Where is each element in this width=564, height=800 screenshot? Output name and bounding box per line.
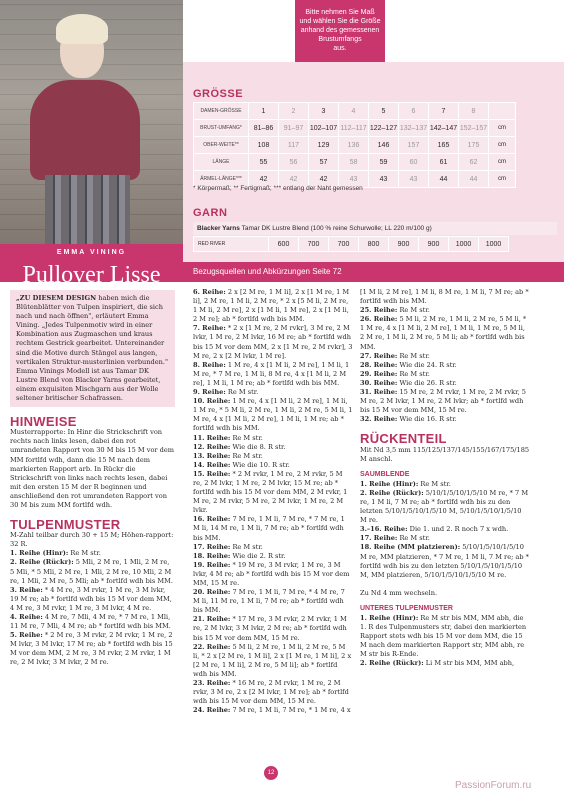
- size-cell: 55: [249, 154, 279, 171]
- row-text: Die 1. und 2. R noch 7 x wdh.: [407, 525, 509, 534]
- size-unit: cm: [489, 171, 516, 188]
- row-label: 32. Reihe:: [360, 415, 398, 424]
- row-text: Re M str.: [68, 549, 101, 558]
- rueckenteil-heading: RÜCKENTEIL: [360, 431, 447, 447]
- row-text: 1 M re, 4 x [1 M li, 2 M re], 1 M li, 1 M re, * 5 M li, 2 M re, 1 M li, 2 M re, 5 M li, 1 M re, 4 x [1 M li, 2 M re], 1 M li, 1 M re; ab * fortlfd wdh bis MM.: [193, 397, 353, 433]
- size-unit: cm: [489, 154, 516, 171]
- saumblende-heading: SAUMBLENDE: [360, 470, 410, 478]
- pattern-row: [193, 397, 353, 433]
- size-row: [194, 120, 516, 137]
- pattern-row: [10, 586, 175, 613]
- pattern-row: [360, 306, 530, 315]
- row-text: 7 M re, 1 M li, 7 M re, * 1 M re, 4 x: [230, 706, 351, 715]
- size-footnote: * Körpermaß; ** Fertigmaß; *** entlang der Naht gemessen: [193, 185, 363, 192]
- sweater: [30, 80, 140, 180]
- row-text: Re M str.: [418, 479, 451, 488]
- row-text: Wie die 8. R str.: [230, 442, 286, 451]
- pattern-row: [360, 614, 530, 659]
- rueckenteil-intro: Mit Nd 3,5 mm 115/125/137/145/155/167/175/185 M anschl.: [360, 445, 530, 463]
- row-text: 2 x [2 M re, 1 M li], 2 x [1 M re, 1 M li], 2 M re, 1 M li, 2 M re, * 2 x [5 M li, 2 M re, 1 M li, 2 M re], 2 x [1 M li, 1 M re], 2 x [1 M li, 2 M re]; ab * fortlfd wdh bis MM.: [193, 288, 350, 324]
- row-text: Re M str.: [397, 369, 430, 378]
- size-cell: 61: [429, 154, 459, 171]
- row-label: 25. Reihe:: [360, 306, 398, 315]
- watermark: PassionForum.ru: [455, 780, 532, 791]
- pattern-row: [360, 415, 530, 424]
- pattern-title: Pullover Lisse: [22, 262, 161, 288]
- row-label: 12. Reihe:: [193, 442, 231, 451]
- pattern-row: [193, 288, 353, 324]
- row-label: 19. Reihe:: [193, 560, 231, 569]
- size-cell: 112–117: [339, 120, 369, 137]
- pattern-row: [193, 561, 353, 588]
- pattern-row: [360, 489, 530, 525]
- size-cell: 58: [339, 154, 369, 171]
- row-label: 26. Reihe:: [360, 315, 398, 324]
- size-cell: 152–157: [459, 120, 489, 137]
- yarn-amount: 700: [329, 237, 359, 252]
- hinweise-heading: HINWEISE: [10, 414, 77, 430]
- size-cell: 122–127: [369, 120, 399, 137]
- size-cell: 157: [399, 137, 429, 154]
- row-label: 3. Reihe:: [10, 585, 43, 594]
- row-text: Wie die 2. R str.: [230, 551, 286, 560]
- pattern-row: [360, 659, 530, 668]
- row-text: Re M str.: [230, 542, 263, 551]
- measure-badge: [295, 0, 385, 62]
- row-text: Wie die 24. R str.: [397, 360, 457, 369]
- row-label: 6. Reihe:: [193, 288, 226, 296]
- pattern-row: [360, 379, 530, 388]
- size-cell: 42: [279, 171, 309, 188]
- pattern-row: [193, 324, 353, 360]
- row-label: 1. Reihe (Hinr):: [10, 549, 69, 558]
- pattern-row: [360, 534, 530, 543]
- size-cell: 42: [249, 171, 279, 188]
- row-label: 18. Reihe (MM platzieren):: [360, 543, 461, 552]
- yarn-amount: 900: [419, 237, 449, 252]
- row-text: Re M str.: [230, 433, 263, 442]
- row-text: * 16 M re, 2 M rvkr, 1 M re, 2 M rvkr, 3 M re, 2 x [2 M lvkr, 1 M re]; ab * fortlfd wdh bis 15 M vor dem MM, 15 M re.: [193, 679, 349, 706]
- size-heading: GRÖSSE: [193, 88, 244, 100]
- intro-text: haben mich die Blütenblätter von Tulpen inspiriert, die sich nach und nach öffnen", erläutert Emma Vining. „Jedes Tulpenmotiv wird in einer Kombination aus Zugmaschen und kraus rechtem Gestrick gearbeitet. Untereinander sind die Motive durch Stängel aus langen, vertikalen Struktur-musterlinien verbunden." Emma Vinings Modell ist aus Tamar DK Lustre Blend von Blacker Yarns gearbeitet, einem exquisiten Mischgarn aus der Wolle seltener britischer Schafrassen.: [16, 294, 169, 403]
- row-text: Re M str bis MM, MM abh, die 1. R des Tulpenmusters str, dabei den markierten Rapport stets wdh bis 15 M vor dem MM, die 15 M nach dem markierten Rapport str, MM abh, re M str bis R-Ende.: [360, 614, 527, 659]
- pattern-row: [193, 443, 353, 452]
- size-cell: 8: [459, 103, 489, 120]
- size-cell: 5: [369, 103, 399, 120]
- badge-line: Brustumfangs: [318, 36, 362, 43]
- badge-line: Bitte nehmen Sie Maß: [305, 9, 375, 16]
- size-cell: 42: [309, 171, 339, 188]
- size-cell: 3: [309, 103, 339, 120]
- row-label: 1. Reihe (Hinr):: [360, 614, 419, 622]
- pattern-row: [360, 543, 530, 579]
- pattern-row: [10, 549, 175, 558]
- pattern-row: [193, 434, 353, 443]
- unteres-rows: [360, 614, 530, 669]
- yarn-amount: 1000: [449, 237, 479, 252]
- row-text: 7 M re, 1 M li, 7 M re, * 7 M re, 1 M li, 14 M re, 1 M li, 7 M re; ab * fortlfd wdh bis MM.: [193, 515, 345, 542]
- pattern-row: [360, 388, 530, 415]
- row-label: 11. Reihe:: [193, 433, 231, 442]
- pattern-row: [360, 361, 530, 370]
- size-table: [193, 102, 516, 188]
- row-text: * 17 M re, 3 M rvkr, 2 M rvkr, 1 M re, 2 M lvkr, 3 M lvkr, 2 M re; ab * fortlfd wdh bis 15 M vor dem MM, 15 M re.: [193, 615, 347, 642]
- reference-bar: Bezugsquellen und Abkürzungen Seite 72: [183, 262, 564, 282]
- pattern-row: [360, 288, 530, 306]
- pattern-row: [10, 531, 175, 549]
- row-label: 2. Reihe (Rückr):: [10, 558, 74, 567]
- row-text: 4 M re, 7 Mli, 4 M re, * 7 M re, 1 Mli, 11 M re, 7 Mli, 4 M re; ab * fortlfd wdh bis MM.: [10, 613, 171, 631]
- size-unit: cm: [489, 137, 516, 154]
- row-text: * 2 M rvkr, 1 M re, 2 M rvkr, 5 M re, 2 M lvkr, 1 M re, 2 M lvkr, 15 M re; ab * fortlfd wdh bis 15 M vor dem MM, 2 M rvkr, 1 M re, 2 M rvkr, 5 M re, 2 M lvkr, 1 M re, 2 M lvkr.: [193, 469, 348, 515]
- row-text: Wie die 10. R str.: [230, 460, 290, 469]
- row-label: 2. Reihe (Rückr):: [360, 488, 424, 497]
- size-cell: 56: [279, 154, 309, 171]
- row-label: 8. Reihe:: [193, 360, 226, 369]
- size-cell: 59: [369, 154, 399, 171]
- row-text: * 4 M re, 3 M rvkr, 1 M re, 3 M lvkr, 19 M re; ab * fortlfd wdh bis 15 M vor dem MM, 4 M re, 3 M rvkr, 1 M re, 3 M lvkr, 4 M re.: [10, 585, 172, 612]
- size-cell: 2: [279, 103, 309, 120]
- column-3: [360, 288, 530, 669]
- pattern-row: [360, 480, 530, 489]
- yarn-description: [193, 222, 557, 235]
- size-cell: 1: [249, 103, 279, 120]
- row-text: Wie die 16. R str.: [397, 415, 457, 424]
- row-label: 16. Reihe:: [193, 515, 231, 524]
- row-label: 20. Reihe:: [193, 588, 231, 597]
- row-text: Wie die 26. R str.: [397, 378, 457, 387]
- yarn-heading: GARN: [193, 207, 228, 219]
- pattern-rows: [193, 288, 353, 715]
- pattern-row: [360, 315, 530, 351]
- row-text: 5 Mli, 2 M re, 1 Mli, 2 M re, 5 Mli, * 5 Mli, 2 M re, 1 Mli, 2 M re, 10 Mli, 2 M re, 1 Mli, 2 M re, 5 Mli; ab * fortlfd wdh bis MM.: [10, 558, 173, 585]
- model-photo: [0, 0, 183, 244]
- pattern-row: [193, 361, 353, 388]
- row-text: Re M str.: [397, 534, 430, 543]
- row-label: 22. Reihe:: [193, 642, 231, 651]
- size-cell: 175: [459, 137, 489, 154]
- pattern-row: [193, 388, 353, 397]
- row-label: 23. Reihe:: [193, 679, 231, 688]
- pattern-row: [10, 613, 175, 631]
- row-label: 1. Reihe (Hinr):: [360, 479, 419, 488]
- yarn-amount: 900: [389, 237, 419, 252]
- pattern-row: [193, 543, 353, 552]
- yarn-amount: 1000: [479, 237, 509, 252]
- size-cell: 7: [429, 103, 459, 120]
- row-text: M-Zahl teilbar durch 30 + 15 M; Höhen-rapport: 32 R.: [10, 531, 174, 549]
- row-text: 5 M li, 2 M re, 1 M li, 2 M re, 5 M li, * 2 x [2 M re, 1 M li], 2 x [1 M re, 1 M li], 2 x [2 M re, 1 M li], 2 M re, 5 M li]; ab * fortlfd wdh bis MM.: [193, 642, 352, 678]
- pattern-row: [360, 525, 530, 534]
- size-row: [194, 103, 516, 120]
- row-label: 13. Reihe:: [193, 451, 231, 460]
- needle-change: Zu Nd 4 mm wechseln.: [360, 588, 438, 597]
- row-label: 15. Reihe:: [193, 469, 231, 478]
- row-label: 7. Reihe:: [193, 324, 226, 333]
- row-label: 5. Reihe:: [10, 631, 43, 640]
- row-label: 27. Reihe:: [360, 351, 398, 360]
- row-label: 9. Reihe:: [193, 388, 226, 397]
- row-label: 14. Reihe:: [193, 460, 231, 469]
- pattern-rows-cont: [360, 288, 530, 424]
- size-cell: 165: [429, 137, 459, 154]
- row-label: 30. Reihe:: [360, 378, 398, 387]
- size-row-label: OBER-WEITE**: [194, 137, 249, 154]
- pattern-row: [193, 679, 353, 706]
- size-cell: 4: [339, 103, 369, 120]
- badge-line: und wählen Sie die Größe: [299, 18, 381, 25]
- size-cell: 81–86: [249, 120, 279, 137]
- size-cell: 136: [339, 137, 369, 154]
- pattern-row: [360, 352, 530, 361]
- saumblende-rows: [360, 480, 530, 580]
- size-cell: 6: [399, 103, 429, 120]
- designer-credit: EMMA VINING: [56, 249, 127, 256]
- column-1: [10, 290, 175, 668]
- row-text: Re M str.: [230, 451, 263, 460]
- intro-lead: „ZU DIESEM DESIGN: [16, 294, 97, 302]
- row-label: 29. Reihe:: [360, 369, 398, 378]
- row-text: 15 M re, 2 M rvkr, 1 M re, 2 M rvkr, 5 M re, 2 M lvkr, 1 M re, 2 M lvkr; ab * fortlfd wdh bis 15 M vor dem MM, 15 M re.: [360, 388, 526, 415]
- size-cell: 43: [339, 171, 369, 188]
- row-label: 17. Reihe:: [360, 534, 398, 543]
- yarn-table: [193, 236, 509, 252]
- pattern-row: [193, 515, 353, 542]
- row-text: * 19 M re, 3 M rvkr, 1 M re, 3 M lvkr, 4 M re; ab * fortlfd wdh bis 15 M vor dem MM, 15 M re.: [193, 560, 350, 587]
- row-label: 10. Reihe:: [193, 397, 231, 406]
- yarn-brand: Blacker Yarns: [197, 225, 240, 232]
- pattern-row: [360, 370, 530, 379]
- row-text: 5/10/1/5/10/1/5/10 M re, MM platzieren, * 7 M re, 1 M li, 7 M re; ab * fortlfd wdh bis zu den letzten 5/10/1/5/10/1/5/10 M, MM platzieren, 5/10/1/5/10/1/5/10 M re.: [360, 543, 529, 579]
- row-text: Re M str.: [225, 388, 259, 397]
- row-text: 5 M li, 2 M re, 1 M li, 2 M re, 5 M li, * 1 M re, 4 x [1 M li, 2 M re], 1 M li, 1 M re, 5 M li, 2 M re, 1 M li, 2 M re, 5 M li; ab * fortlfd wdh bis MM.: [360, 315, 527, 351]
- size-unit: cm: [489, 120, 516, 137]
- intro-box: [10, 290, 175, 407]
- badge-line: aus.: [333, 45, 347, 52]
- row-text: 7 M re, 1 M li, 7 M re, * 4 M re, 7 M li, 11 M re, 1 M li, 7 M re; ab * fortlfd wdh bis MM.: [193, 588, 345, 615]
- size-row: [194, 154, 516, 171]
- plaid-trousers: [45, 175, 130, 244]
- pattern-row: [193, 552, 353, 561]
- row-text: 5/10/1/5/10/1/5/10 M re, * 7 M re, 1 M li, 7 M re; ab * fortlfd wdh bis zu den letzten 5/10/1/5/10/1/5/10 M, 5/10/1/5/10/1/5/10 M re.: [360, 488, 529, 525]
- badge-line: anhand des gemessenen: [300, 27, 380, 34]
- pattern-row: [193, 588, 353, 615]
- pattern-row: [10, 631, 175, 667]
- size-cell: 102–107: [309, 120, 339, 137]
- yarn-spec: Tamar DK Lustre Blend (100 % reine Schurwolle; LL 220 m/100 g): [241, 225, 432, 232]
- size-cell: 44: [429, 171, 459, 188]
- size-row-label: ÄRMEL-LÄNGE***: [194, 171, 249, 188]
- size-cell: 142–147: [429, 120, 459, 137]
- row-text: 1 M re, 4 x [1 M li, 2 M re], 1 M li, 1 M re, * 7 M re, 1 M li, 8 M re, 4 x [1 M li, 2 M re], 1 M li, 1 M re; ab * fortlfd wdh bis MM.: [193, 360, 350, 387]
- size-row: [194, 137, 516, 154]
- size-cell: 62: [459, 154, 489, 171]
- row-label: 24. Reihe:: [193, 706, 231, 715]
- tulpenmuster-heading: TULPENMUSTER: [10, 517, 121, 533]
- row-label: 4. Reihe:: [10, 613, 43, 621]
- row-text: Re M str.: [397, 351, 430, 360]
- pattern-row: [193, 452, 353, 461]
- row-text: Li M str bis MM, MM abh,: [423, 659, 515, 668]
- size-cell: 117: [279, 137, 309, 154]
- tulpenmuster-rows: [10, 531, 175, 667]
- row-text: Re M str.: [397, 306, 430, 315]
- size-row-label: DAMEN-GRÖSSE: [194, 103, 249, 120]
- row-text: * 2 x [1 M re, 2 M rvkr], 3 M re, 2 M lvkr, 1 M re, 2 M lvkr, 16 M re; ab * fortlfd wdh bis 15 M vor dem MM, 2 x [1 M re, 2 M rvkr], 3 M re, 2 x [2 M lvkr, 1 M re].: [193, 324, 353, 360]
- row-text: [1 M li, 2 M re], 1 M li, 8 M re, 1 M li, 7 M re; ab * fortlfd wdh bis MM.: [360, 288, 529, 306]
- size-cell: 44: [459, 171, 489, 188]
- row-label: 28. Reihe:: [360, 360, 398, 369]
- size-cell: 60: [399, 154, 429, 171]
- size-unit: [489, 103, 516, 120]
- row-label: 31. Reihe:: [360, 388, 398, 397]
- column-2: [193, 288, 353, 715]
- pattern-row: [10, 558, 175, 585]
- pattern-row: [193, 643, 353, 679]
- yarn-amount: 600: [269, 237, 299, 252]
- size-cell: 108: [249, 137, 279, 154]
- pattern-row: [193, 615, 353, 642]
- size-row-label: BRUST-UMFANG*: [194, 120, 249, 137]
- row-label: 21. Reihe:: [193, 615, 231, 624]
- yarn-amount: 700: [299, 237, 329, 252]
- pattern-row: [193, 461, 353, 470]
- row-label: 17. Reihe:: [193, 542, 231, 551]
- row-label: 2. Reihe (Rückr):: [360, 659, 424, 668]
- size-cell: 146: [369, 137, 399, 154]
- size-cell: 57: [309, 154, 339, 171]
- pattern-row: [193, 706, 353, 715]
- size-row-label: LÄNGE: [194, 154, 249, 171]
- pattern-row: [193, 470, 353, 515]
- size-cell: 129: [309, 137, 339, 154]
- yarn-amount: 800: [359, 237, 389, 252]
- size-cell: 43: [369, 171, 399, 188]
- row-label: 18. Reihe:: [193, 551, 231, 560]
- yarn-color: RED RIVER: [194, 237, 269, 252]
- size-cell: 43: [399, 171, 429, 188]
- size-cell: 132–137: [399, 120, 429, 137]
- row-label: 3.–16. Reihe:: [360, 525, 408, 534]
- row-text: * 2 M re, 3 M rvkr, 2 M rvkr, 1 M re, 2 M lvkr, 3 M lvkr, 17 M re; ab * fortlfd wdh bis 15 M vor dem MM, 2 M re, 3 M rvkr, 2 M rvkr, 1 M re, 2 M lvkr, 3 M lvkr, 2 M re.: [10, 631, 173, 667]
- model-hair: [56, 14, 108, 44]
- hinweise-text: Musterrapporte: In Hinr die Strickschrift von rechts nach links lesen, dabei den rot umrandeten Rapport von 30 M bis 15 M vor dem MM fortlfd wdh, dann die 15 M nach dem markierten Rapport arb. In Rückr die Strickschrift von links nach rechts lesen, dabei mit den ersten 15 M der R beginnen und anschließend den rot umrandeten Rapport von 30 M bis zum MM fortlfd wdh.: [10, 428, 175, 509]
- size-cell: 91–97: [279, 120, 309, 137]
- page-number: 12: [264, 766, 278, 780]
- unteres-heading: UNTERES TULPENMUSTER: [360, 604, 453, 612]
